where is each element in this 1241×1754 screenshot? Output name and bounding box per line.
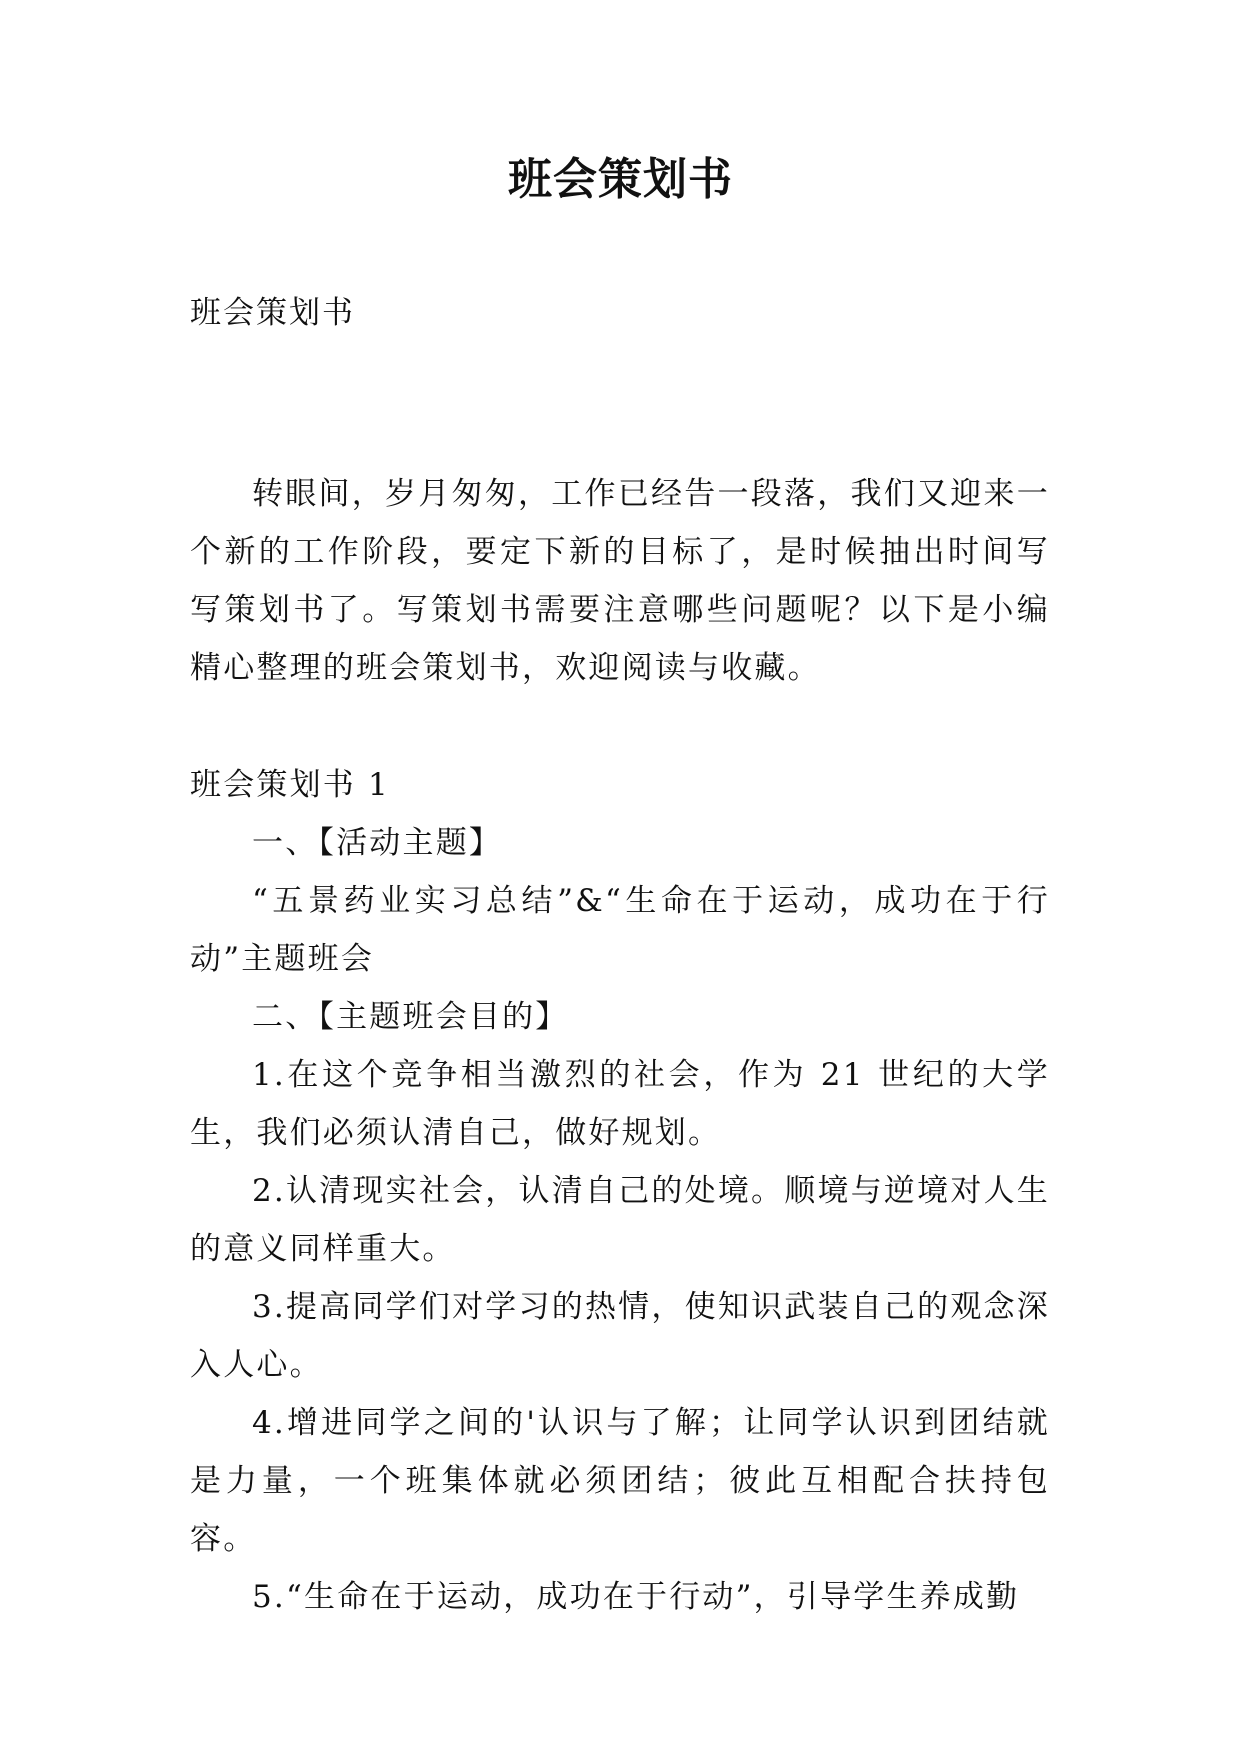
purpose-item-3: 3.提高同学们对学习的热情，使知识武装自己的观念深入人心。: [190, 1289, 1050, 1383]
intro-block: [190, 465, 1050, 697]
section-block: [190, 756, 1050, 1626]
purpose-item-1: 1.在这个竞争相当激烈的社会，作为 21 世纪的大学生，我们必须认清自己，做好规划。: [190, 1057, 1050, 1151]
purpose-item-5: 5.“生命在于运动，成功在于行动”，引导学生养成勤: [252, 1579, 1020, 1615]
activity-theme-heading: 一、【活动主题】: [252, 825, 503, 861]
document-title: 班会策划书: [508, 154, 733, 205]
purpose-item-4: 4.增进同学之间的'认识与了解；让同学认识到团结就是力量，一个班集体就必须团结；彼此互相配合扶持包容。: [190, 1405, 1050, 1557]
document-subtitle: 班会策划书: [190, 295, 355, 331]
purpose-item-2: 2.认清现实社会，认清自己的处境。顺境与逆境对人生的意义同样重大。: [190, 1173, 1050, 1267]
meeting-purpose-heading: 二、【主题班会目的】: [252, 999, 569, 1035]
section-heading: 班会策划书 1: [190, 767, 390, 803]
intro-paragraph: 转眼间，岁月匆匆，工作已经告一段落，我们又迎来一个新的工作阶段，要定下新的目标了，是时候抽出时间写写策划书了。写策划书需要注意哪些问题呢？以下是小编精心整理的班会策划书，欢迎阅读与收藏。: [190, 476, 1050, 686]
activity-theme-text: “五景药业实习总结”&“生命在于运动，成功在于行动”主题班会: [190, 883, 1050, 977]
